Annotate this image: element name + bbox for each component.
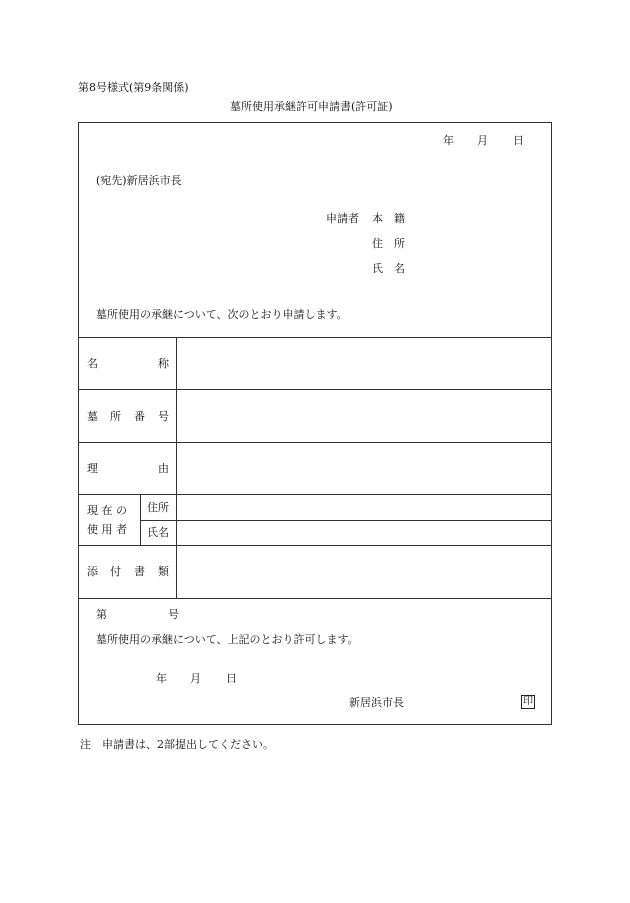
addressee: (宛先)新居浜市長: [96, 174, 182, 187]
row-label-tenpu: 付: [110, 565, 121, 578]
row-label-bosho-bango: 号: [158, 410, 169, 423]
divider: [140, 520, 552, 521]
divider: [78, 545, 552, 546]
row-label-riyu: 理: [87, 462, 98, 475]
row-label-current-user: 現 在 の: [87, 504, 127, 517]
divider: [78, 598, 552, 599]
sub-label-shimei: 氏名: [147, 526, 169, 539]
address-label: 住 所: [372, 237, 405, 250]
permit-date-year: 年: [156, 672, 167, 685]
date-day: 日: [513, 134, 524, 147]
row-label-tenpu: 書: [134, 565, 145, 578]
row-label-tenpu: 添: [87, 565, 98, 578]
permit-date-day: 日: [226, 672, 237, 685]
name-label: 氏 名: [372, 262, 405, 275]
applicant-label: 申請者: [326, 212, 359, 225]
permit-number-dai: 第: [96, 608, 107, 621]
seal-mark: 印: [523, 696, 533, 707]
row-label-bosho-bango: 番: [134, 410, 145, 423]
document-title: 墓所使用承継許可申請書(許可証): [230, 100, 393, 113]
form-number: 第8号様式(第9条関係): [78, 81, 189, 94]
date-year: 年: [443, 134, 454, 147]
sub-label-jusho: 住所: [147, 501, 169, 514]
divider: [78, 494, 552, 495]
row-label-meisho: 名: [87, 357, 98, 370]
row-label-bosho-bango: 所: [110, 410, 121, 423]
row-label-current-user: 使 用 者: [87, 523, 127, 536]
column-divider: [140, 494, 141, 545]
row-label-bosho-bango: 墓: [87, 410, 98, 423]
column-divider: [176, 337, 177, 598]
divider: [78, 442, 552, 443]
permit-date-month: 月: [190, 672, 201, 685]
divider: [78, 337, 552, 338]
permit-statement: 墓所使用の承継について、上記のとおり許可します。: [96, 633, 359, 646]
footnote: 注 申請書は、2部提出してください。: [80, 738, 274, 751]
date-month: 月: [477, 134, 488, 147]
honseki-label: 本 籍: [372, 212, 405, 225]
application-statement: 墓所使用の承継について、次のとおり申請します。: [96, 308, 348, 321]
issuer-name: 新居浜市長: [349, 696, 404, 709]
row-label-riyu: 由: [158, 462, 169, 475]
row-label-meisho: 称: [158, 357, 169, 370]
divider: [78, 389, 552, 390]
row-label-tenpu: 類: [158, 565, 169, 578]
permit-number-go: 号: [168, 608, 179, 621]
